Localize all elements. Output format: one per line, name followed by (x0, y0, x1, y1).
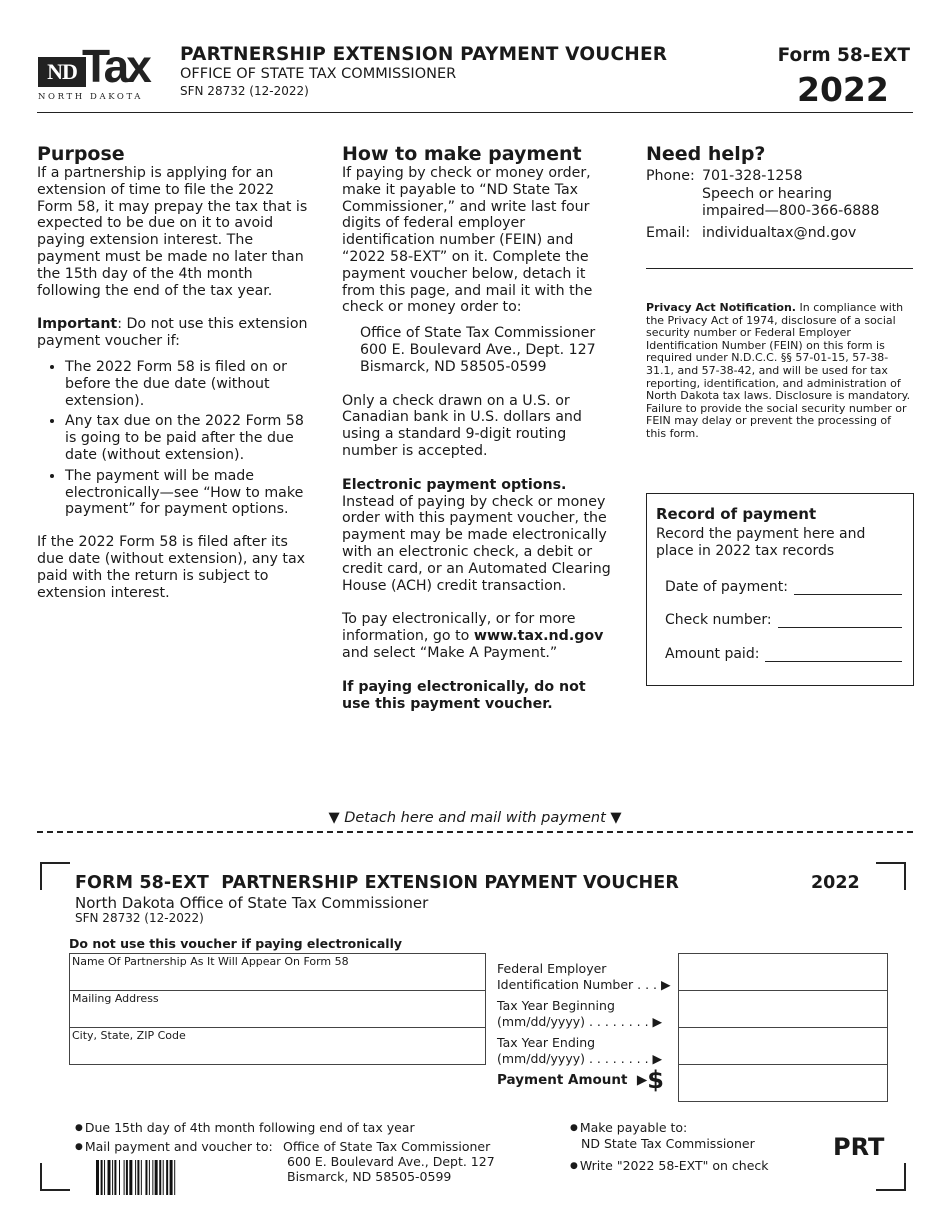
how-to-pay-heading: How to make payment (342, 143, 582, 165)
form-number: Form 58-EXT (777, 45, 910, 66)
mailing-address (342, 325, 617, 375)
mailing-address-field[interactable] (69, 990, 486, 1028)
amount-label: Amount paid: (665, 646, 760, 662)
tax-year-beginning-input[interactable] (678, 990, 888, 1028)
header-sfn: SFN 28732 (12-2022) (180, 84, 309, 98)
barcode-bar (152, 1160, 153, 1195)
logo-nd-mark: ND (38, 57, 86, 87)
electronic-heading: Electronic payment options. (342, 476, 567, 493)
how-to-pay-intro: If paying by check or money order, make it payable to “ND State Tax Commissioner,” and write last four digits of federal employer identification number (FEIN) and “2022 58-EXT” on it. Complete the payment voucher below, detach it from this page, and mail it with the check or money order to: (342, 165, 593, 316)
barcode-bar (101, 1160, 103, 1195)
record-description: Record the payment here and place in 2022 tax records (656, 526, 866, 559)
barcode-bar (155, 1160, 158, 1195)
list-item: • Any tax due on the 2022 Form 58 is going to be paid after the due date (without extension). (65, 413, 312, 463)
barcode-bar (141, 1160, 142, 1195)
tax-year-ending-input[interactable] (678, 1027, 888, 1065)
purpose-closing: If the 2022 Form 58 is filed after its due date (without extension), any tax paid with the return is subject to extension interest. (37, 534, 306, 601)
voucher-sfn: SFN 28732 (12-2022) (75, 911, 204, 925)
address-line: Bismarck, ND 58505-0599 (287, 1169, 452, 1184)
fein-label-line-2: Identification Number . . . ▶ (497, 977, 671, 992)
payable-to: ND State Tax Commissioner (581, 1136, 755, 1151)
write-note: ● Write "2022 58-EXT" on check (570, 1158, 769, 1173)
logo-subtext: NORTH DAKOTA (38, 92, 144, 102)
amount-paid-line[interactable] (665, 645, 902, 662)
phone-number: 701-328-1258 (702, 168, 803, 184)
form-year: 2022 (797, 70, 889, 109)
email-row (646, 225, 914, 243)
barcode-graphic (96, 1160, 232, 1195)
voucher-mail-address (283, 1139, 495, 1184)
privacy-label: Privacy Act Notification. (646, 301, 796, 314)
list-item: • The payment will be made electronically—see “How to make payment” for payment options. (65, 468, 312, 518)
barcode-bar (108, 1160, 111, 1195)
how-to-pay-section (342, 143, 617, 712)
address-line: Office of State Tax Commissioner (283, 1139, 491, 1154)
speech-line-1: Speech or hearing (702, 185, 832, 202)
voucher-office: North Dakota Office of State Tax Commissioner (75, 894, 429, 912)
purpose-important (37, 316, 312, 350)
barcode-bar (129, 1160, 132, 1195)
partnership-name-label: Name Of Partnership As It Will Appear On Form 58 (72, 955, 349, 968)
purpose-heading: Purpose (37, 143, 125, 165)
check-number-line[interactable] (665, 611, 902, 628)
help-heading: Need help? (646, 143, 766, 165)
tax-website-link[interactable]: www.tax.nd.gov (473, 628, 604, 645)
detach-dashed-line (37, 831, 913, 833)
corner-mark-top-right (876, 862, 906, 890)
list-item: • The 2022 Form 58 is filed on or before the due date (without extension). (65, 359, 312, 409)
speech-line-2: impaired—800-366-6888 (702, 203, 880, 219)
city-state-zip-field[interactable] (69, 1027, 486, 1065)
barcode-bar (135, 1160, 136, 1195)
record-heading: Record of payment (656, 505, 817, 523)
barcode-bar (104, 1160, 105, 1195)
end-label-line-2: (mm/dd/yyyy) . . . . . . . . ▶ (497, 1051, 663, 1066)
important-label: Important (37, 316, 118, 333)
payment-amount-text: Payment Amount ▶ (497, 1072, 648, 1088)
date-of-payment-line[interactable] (665, 578, 902, 595)
voucher-code: PRT (833, 1133, 885, 1161)
online-post: and select “Make A Payment.” (342, 644, 558, 661)
payment-amount-label (497, 1066, 664, 1094)
corner-mark-bottom-right (876, 1163, 906, 1191)
barcode-bar (166, 1160, 168, 1195)
barcode-bar (96, 1160, 99, 1195)
online-pre: To pay electronically, or for more information, go to (342, 611, 576, 645)
barcode-bar (112, 1160, 113, 1195)
check-label: Check number: (665, 612, 772, 628)
purpose-section (37, 143, 312, 601)
barcode-bar (170, 1160, 173, 1195)
write-note-text: Write "2022 58-EXT" on check (579, 1158, 769, 1173)
help-divider (646, 268, 913, 269)
online-info (342, 611, 617, 661)
header-office: OFFICE OF STATE TAX COMMISSIONER (180, 66, 457, 82)
begin-label-line-1: Tax Year Beginning (497, 998, 615, 1013)
payable-label: Make payable to: (579, 1120, 688, 1135)
email-address[interactable]: individualtax@nd.gov (702, 224, 857, 241)
address-line: Bismarck, ND 58505-0599 (360, 358, 547, 375)
barcode-bar (137, 1160, 139, 1195)
end-label-line-1: Tax Year Ending (497, 1035, 596, 1050)
payment-amount-input[interactable] (678, 1064, 888, 1102)
detach-instruction: ▼ Detach here and mail with payment ▼ (328, 810, 622, 826)
record-of-payment-box (646, 493, 914, 686)
corner-mark-top-left (40, 862, 70, 890)
barcode-bar (163, 1160, 164, 1195)
due-note: ● Due 15th day of 4th month following end of tax year (75, 1120, 415, 1135)
barcode-bar (119, 1160, 120, 1195)
begin-label-line-2: (mm/dd/yyyy) . . . . . . . . ▶ (497, 1014, 663, 1029)
voucher-title: FORM 58-EXT PARTNERSHIP EXTENSION PAYMENT VOUCHER (75, 873, 679, 893)
fein-label-line-1: Federal Employer (497, 961, 607, 976)
barcode (96, 1160, 232, 1195)
phone-label: Phone: (646, 168, 695, 184)
fein-input[interactable] (678, 953, 888, 991)
address-line: Office of State Tax Commissioner (360, 325, 596, 342)
address-line: 600 E. Boulevard Ave., Dept. 127 (360, 341, 596, 358)
barcode-bar (124, 1160, 125, 1195)
corner-mark-bottom-left (40, 1163, 70, 1191)
email-label: Email: (646, 224, 691, 241)
electronic-warning: If paying electronically, do not use this payment voucher. (342, 678, 586, 712)
phone-row (646, 168, 914, 221)
barcode-bar (126, 1160, 128, 1195)
barcode-bar (159, 1160, 161, 1195)
voucher-warning: Do not use this voucher if paying electronically (69, 936, 403, 951)
address-line: 600 E. Boulevard Ave., Dept. 127 (287, 1154, 495, 1169)
important-text: : Do not use this extension payment voucher if: (37, 316, 308, 350)
purpose-intro: If a partnership is applying for an extension of time to file the 2022 Form 58, it may prepay the tax that is expected to be due on it to avoid paying extension interest. The payment must be made no later than the 15th day of the 4th month following the end of the tax year. (37, 165, 308, 299)
voucher-year: 2022 (811, 873, 860, 893)
tax-year-ending-label (497, 1035, 662, 1067)
date-label: Date of payment: (665, 579, 788, 595)
nd-tax-logo (38, 40, 153, 105)
due-note-text: Due 15th day of 4th month following end of tax year (84, 1120, 415, 1135)
privacy-notice (646, 302, 914, 441)
mail-note: ● Mail payment and voucher to: (75, 1139, 273, 1154)
check-note: Only a check drawn on a U.S. or Canadian bank in U.S. dollars and using a standard 9-digit routing number is accepted. (342, 392, 582, 459)
partnership-name-field[interactable] (69, 953, 486, 991)
page-title: PARTNERSHIP EXTENSION PAYMENT VOUCHER (180, 44, 668, 65)
electronic-text: Instead of paying by check or money order with this payment voucher, the payment may be made electronically with an electronic check, a debit or credit card, or an Automated Clearing House (ACH) credit transaction. (342, 493, 611, 594)
logo-tax-word: Tax (82, 40, 149, 92)
barcode-bar (145, 1160, 147, 1195)
header-divider (37, 112, 913, 113)
mail-note-label: Mail payment and voucher to: (84, 1139, 273, 1154)
mailing-address-label: Mailing Address (72, 992, 159, 1005)
tax-year-beginning-label (497, 998, 662, 1030)
barcode-bar (174, 1160, 175, 1195)
fein-label (497, 961, 671, 993)
barcode-bar (114, 1160, 116, 1195)
barcode-bar (149, 1160, 150, 1195)
dollar-sign: $ (647, 1066, 664, 1094)
city-state-zip-label: City, State, ZIP Code (72, 1029, 186, 1042)
payable-note: ● Make payable to: ND State Tax Commissioner (570, 1120, 755, 1151)
purpose-bullet-list (37, 359, 312, 518)
help-section (646, 143, 914, 242)
privacy-text: In compliance with the Privacy Act of 1974, disclosure of a social security number or Federal Employer Identification Number (FEIN) on this form is required under N.D.C.C. §§ 57-01-15, 57-38-31.1, and 57-38-42, and will be used for tax reporting, identification, and administration of North Dakota tax laws. Disclosure is mandatory. Failure to provide the social security number or FEIN may delay or prevent the processing of this form. (646, 301, 911, 440)
